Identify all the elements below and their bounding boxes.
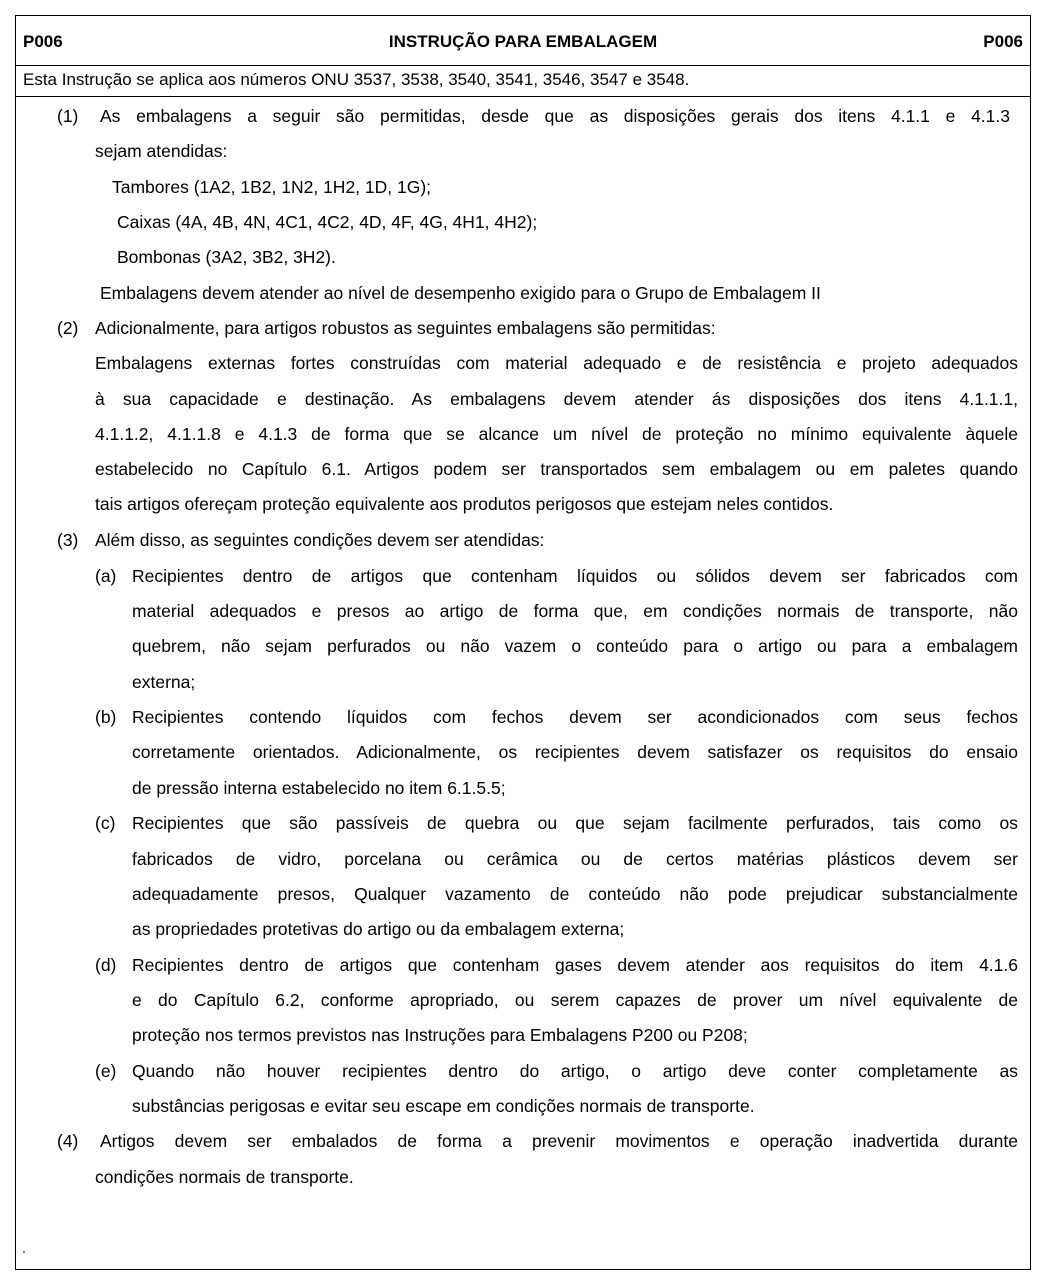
item-2-number: (2) xyxy=(57,318,79,338)
subitem-b-letter: (b) xyxy=(95,707,117,727)
subitem-a-line: quebrem, não sejam perfurados ou não vazem o conteúdo para o artigo ou para a embalagem xyxy=(132,636,1018,656)
subitem-b-line: de pressão interna estabelecido no item 6.1.5.5; xyxy=(132,778,506,798)
subitem-b-line: Recipientes contendo líquidos com fechos devem ser acondicionados com seus fechos xyxy=(132,707,1018,727)
item-1-list-entry: Tambores (1A2, 1B2, 1N2, 1H2, 1D, 1G); xyxy=(112,177,432,197)
subitem-c-line: Recipientes que são passíveis de quebra ou que sejam facilmente perfurados, tais como os xyxy=(132,813,1018,833)
item-3-intro: Além disso, as seguintes condições devem ser atendidas: xyxy=(95,530,545,550)
item-2-line: tais artigos ofereçam proteção equivalente aos produtos perigosos que estejam neles contidos. xyxy=(95,494,834,514)
subitem-a-letter: (a) xyxy=(95,566,117,586)
item-1-line: As embalagens a seguir são permitidas, desde que as disposições gerais dos itens 4.1.1 e 4.1.3 xyxy=(100,106,1010,126)
subitem-b-line: corretamente orientados. Adicionalmente, os recipientes devem satisfazer os requisitos do ensaio xyxy=(132,742,1018,762)
subitem-e-letter: (e) xyxy=(95,1061,117,1081)
item-2-line: Embalagens externas fortes construídas com material adequado e de resistência e projeto adequados xyxy=(95,353,1018,373)
subitem-c-line: as propriedades protetivas do artigo ou da embalagem externa; xyxy=(132,919,625,939)
subitem-a-line: Recipientes dentro de artigos que contenham líquidos ou sólidos devem ser fabricados com xyxy=(132,566,1018,586)
subitem-d-line: e do Capítulo 6.2, conforme apropriado, ou serem capazes de prover um nível equivalente de xyxy=(132,990,1018,1010)
item-2-line: 4.1.1.2, 4.1.1.8 e 4.1.3 de forma que se alcance um nível de proteção no mínimo equivalente àquele xyxy=(95,424,1018,444)
subitem-a-line: material adequados e presos ao artigo de forma que, em condições normais de transporte, não xyxy=(132,601,1018,621)
subitem-a-line: externa; xyxy=(132,672,196,692)
item-2-line: Adicionalmente, para artigos robustos as seguintes embalagens são permitidas: xyxy=(95,318,716,338)
subitem-d-line: proteção nos termos previstos nas Instruções para Embalagens P200 ou P208; xyxy=(132,1025,748,1045)
item-4-line: Artigos devem ser embalados de forma a prevenir movimentos e operação inadvertida durante xyxy=(100,1131,1018,1151)
instruction-code-right: P006 xyxy=(983,32,1023,51)
subitem-d-line: Recipientes dentro de artigos que contenham gases devem atender aos requisitos do item 4.1.6 xyxy=(132,955,1018,975)
instruction-title: INSTRUÇÃO PARA EMBALAGEM xyxy=(388,32,658,51)
item-1-number: (1) xyxy=(57,106,79,126)
subitem-c-line: adequadamente presos, Qualquer vazamento de conteúdo não pode prejudicar substancialmente xyxy=(132,884,1018,904)
item-1-line: sejam atendidas: xyxy=(95,141,228,161)
subitem-c-line: fabricados de vidro, porcelana ou cerâmica ou de certos matérias plásticos devem ser xyxy=(132,849,1018,869)
header-row xyxy=(15,15,1031,66)
subitem-e-line: substâncias perigosas e evitar seu escape em condições normais de transporte. xyxy=(132,1096,755,1116)
scope-row xyxy=(15,66,1031,97)
item-3-number: (3) xyxy=(57,530,79,550)
item-1-note: Embalagens devem atender ao nível de desempenho exigido para o Grupo de Embalagem II xyxy=(100,283,821,303)
subitem-c-letter: (c) xyxy=(95,813,116,833)
item-2-line: estabelecido no Capítulo 6.1. Artigos podem ser transportados sem embalagem ou em paletes quando xyxy=(95,459,1018,479)
item-1-list-entry: Caixas (4A, 4B, 4N, 4C1, 4C2, 4D, 4F, 4G, 4H1, 4H2); xyxy=(117,212,538,232)
scope-text: Esta Instrução se aplica aos números ONU 3537, 3538, 3540, 3541, 3546, 3547 e 3548. xyxy=(23,70,690,89)
subitem-e-line: Quando não houver recipientes dentro do artigo, o artigo deve conter completamente as xyxy=(132,1061,1018,1081)
footer-mark: . xyxy=(22,1240,26,1256)
item-4-line: condições normais de transporte. xyxy=(95,1167,354,1187)
item-1-list-entry: Bombonas (3A2, 3B2, 3H2). xyxy=(117,247,336,267)
instruction-code-left: P006 xyxy=(23,32,63,51)
item-2-line: à sua capacidade e destinação. As embalagens devem atender ás disposições dos itens 4.1.1.1, xyxy=(95,389,1018,409)
subitem-d-letter: (d) xyxy=(95,955,117,975)
item-4-number: (4) xyxy=(57,1131,79,1151)
